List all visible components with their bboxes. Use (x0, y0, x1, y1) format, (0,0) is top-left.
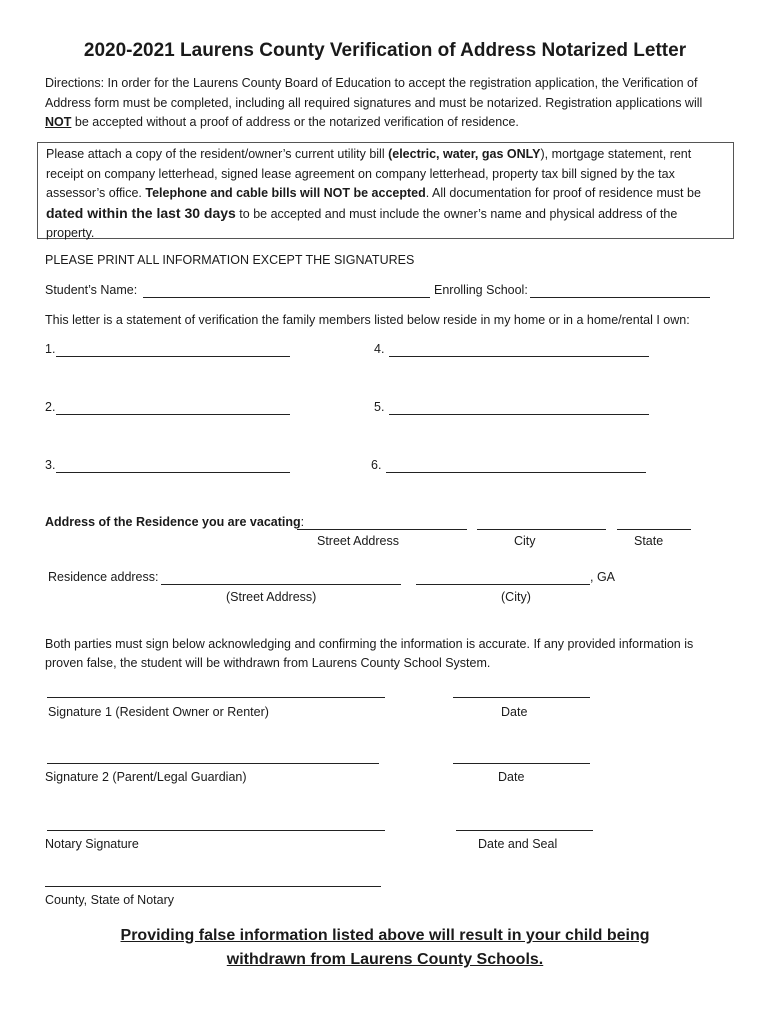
vacating-state-field[interactable] (617, 529, 691, 530)
member-4-field[interactable] (389, 356, 649, 357)
date-2-label: Date (498, 770, 525, 784)
date-1-line[interactable] (453, 697, 590, 698)
notice-l3a: assessor’s office. (46, 186, 146, 200)
vacating-street-caption: Street Address (317, 534, 399, 548)
not-emphasis: NOT (45, 115, 72, 129)
date-2-line[interactable] (453, 763, 590, 764)
vacating-city-field[interactable] (477, 529, 606, 530)
residence-city-field[interactable] (416, 584, 590, 585)
residence-address-label: Residence address: (48, 570, 159, 584)
date-seal-label: Date and Seal (478, 837, 558, 851)
student-name-field[interactable] (143, 297, 430, 298)
acknowledge-line-1: Both parties must sign below acknowledging and confirming the information is accurate. If any provided information is (45, 637, 694, 651)
vacating-state-caption: State (634, 534, 664, 548)
warning-line-2: withdrawn from Laurens County Schools. (226, 951, 544, 968)
date-seal-line[interactable] (456, 830, 593, 831)
enrolling-school-label: Enrolling School: (434, 283, 528, 297)
signature-2-label: Signature 2 (Parent/Legal Guardian) (45, 770, 247, 784)
residence-street-caption: (Street Address) (226, 590, 317, 604)
member-2-field[interactable] (56, 414, 290, 415)
date-1-label: Date (501, 705, 528, 719)
member-5-number: 5. (374, 400, 385, 414)
directions-line-2: Address form must be completed, including all required signatures and must be notarized. Registration applications will (45, 95, 703, 110)
signature-2-line[interactable] (47, 763, 379, 764)
member-2-number: 2. (45, 400, 56, 414)
print-instruction: PLEASE PRINT ALL INFORMATION EXCEPT THE SIGNATURES (45, 253, 415, 267)
residence-state-suffix: , GA (590, 570, 616, 584)
proof-of-residence-notice (37, 142, 734, 239)
residence-street-field[interactable] (161, 584, 401, 585)
notary-signature-line[interactable] (47, 830, 385, 831)
county-state-label: County, State of Notary (45, 893, 174, 907)
signature-1-label: Signature 1 (Resident Owner or Renter) (48, 705, 269, 719)
member-4-number: 4. (374, 342, 385, 356)
notice-l5: property. (46, 226, 95, 240)
student-name-label: Student’s Name: (45, 283, 138, 297)
notary-signature-label: Notary Signature (45, 837, 139, 851)
notice-l1a: Please attach a copy of the resident/owner’s current utility bill (46, 147, 389, 161)
member-6-number: 6. (371, 458, 382, 472)
member-3-number: 3. (45, 458, 56, 472)
directions-line-3-rest: be accepted without a proof of address or the notarized verification of residence. (71, 115, 519, 129)
vacating-street-field[interactable] (297, 529, 467, 530)
document-title: 2020-2021 Laurens County Verification of Address Notarized Letter (83, 40, 687, 61)
directions-line-1: Directions: In order for the Laurens County Board of Education to accept the registration application, the Verification of (45, 76, 698, 90)
county-state-line[interactable] (45, 886, 381, 887)
notice-l4a: dated within the last 30 days (46, 204, 236, 221)
member-6-field[interactable] (386, 472, 646, 473)
notice-l1c: ), mortgage statement, rent (540, 147, 692, 161)
notice-l2: receipt on company letterhead, signed lease agreement on company letterhead, property tax bill signed by the tax (46, 166, 675, 181)
warning-line-1: Providing false information listed above will result in your child being (120, 927, 650, 944)
signature-1-line[interactable] (47, 697, 385, 698)
member-5-field[interactable] (389, 414, 649, 415)
verification-statement: This letter is a statement of verification the family members listed below reside in my home or in a home/rental I own: (45, 313, 690, 327)
notice-l4b: to be accepted and must include the owner’s name and physical address of the (235, 206, 678, 221)
directions (45, 74, 735, 133)
notice-l3b: Telephone and cable bills will NOT be accepted (145, 186, 426, 200)
enrolling-school-field[interactable] (530, 297, 710, 298)
directions-line-3 (45, 113, 735, 133)
vacating-city-caption: City (514, 534, 536, 548)
member-1-field[interactable] (56, 356, 290, 357)
acknowledge-line-2: proven false, the student will be withdrawn from Laurens County School System. (45, 656, 491, 670)
member-3-field[interactable] (56, 472, 290, 473)
residence-city-caption: (City) (501, 590, 531, 604)
notice-l3c: . All documentation for proof of residence must be (425, 186, 701, 200)
vacating-address-label: Address of the Residence you are vacating: (45, 515, 305, 529)
notice-l1b: (electric, water, gas ONLY (388, 147, 541, 161)
member-1-number: 1. (45, 342, 56, 356)
